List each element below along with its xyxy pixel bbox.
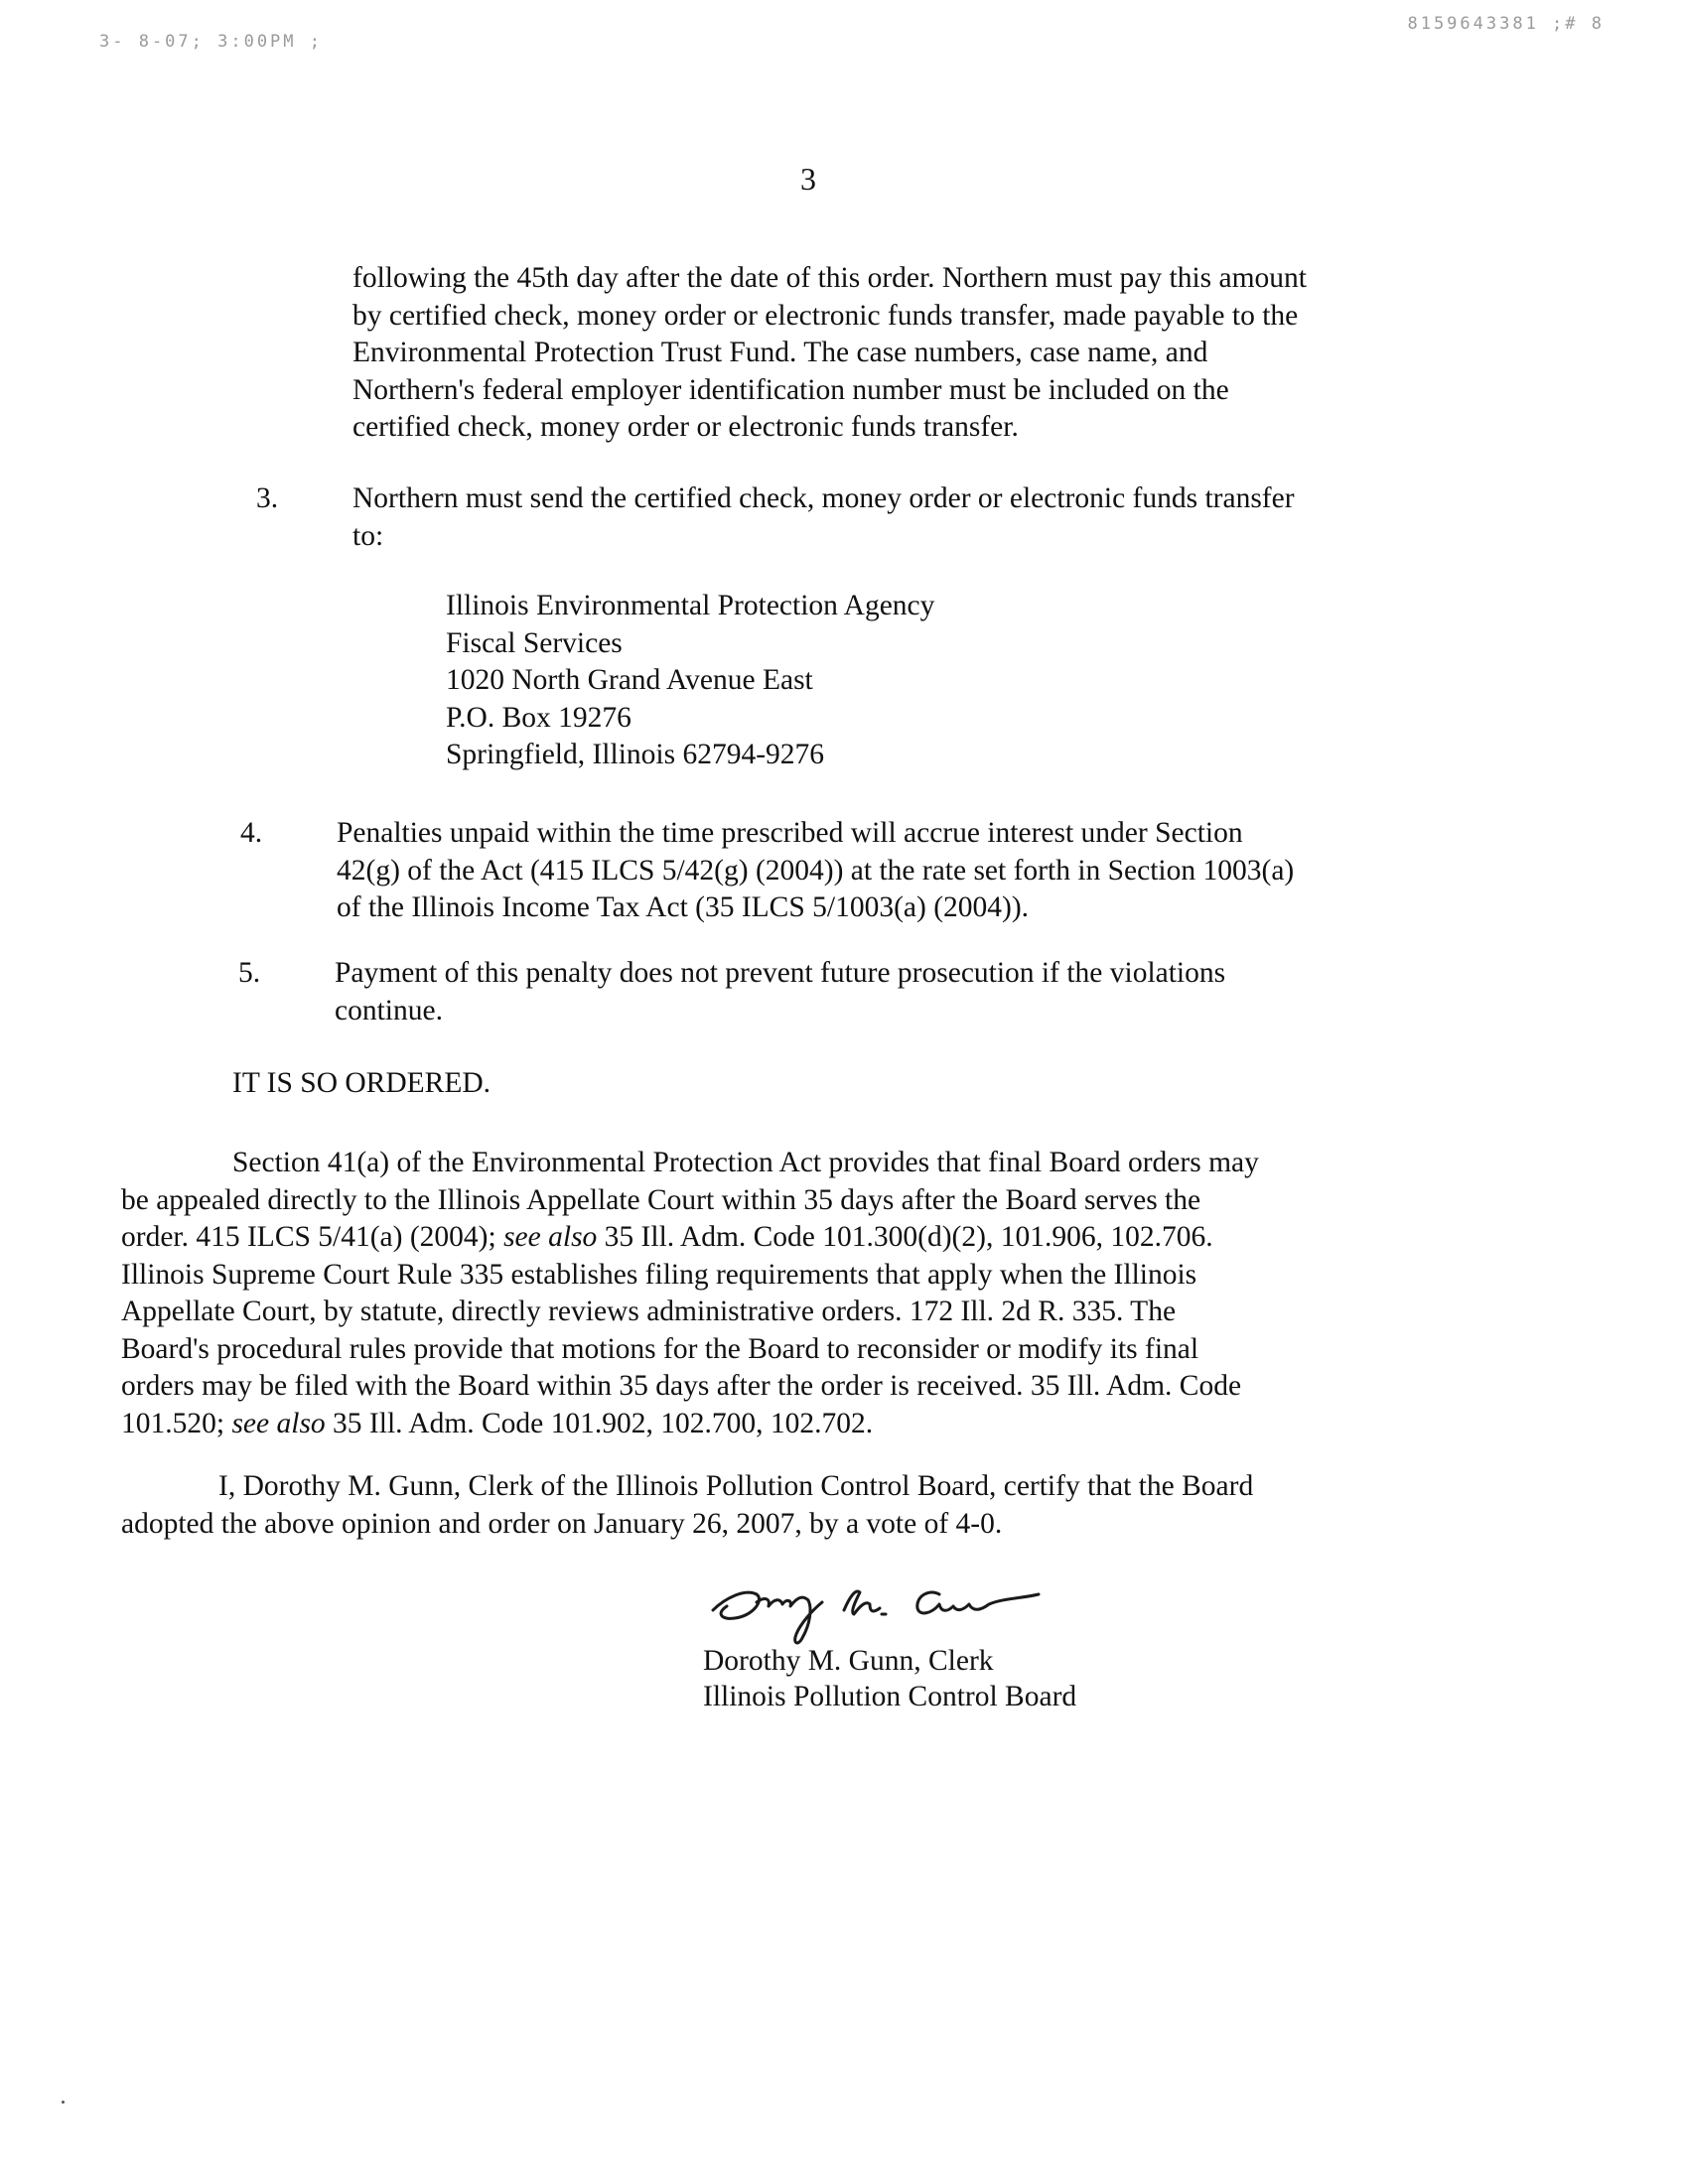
- text-line: Appellate Court, by statute, directly reviews administrative orders. 172 Ill. 2d R. 335. The: [121, 1296, 1177, 1327]
- text-line: following the 45th day after the date of this order. Northern must pay this amount: [352, 262, 1307, 294]
- text-fragment: 35 Ill. Adm. Code 101.300(d)(2), 101.906, 102.706.: [597, 1221, 1213, 1253]
- text-line: Northern's federal employer identification number must be included on the: [352, 373, 1229, 406]
- address-line: Illinois Environmental Protection Agency: [446, 590, 935, 621]
- address-line: 1020 North Grand Avenue East: [446, 664, 813, 696]
- citation-signal: see also: [231, 1407, 326, 1439]
- fax-header-left: 3- 8-07; 3:00PM ;: [99, 32, 323, 52]
- text-line: Payment of this penalty does not prevent future prosecution if the violations: [335, 957, 1226, 989]
- text-line: continue.: [335, 994, 443, 1026]
- text-fragment: 101.520;: [121, 1407, 232, 1439]
- text-line: of the Illinois Income Tax Act (35 ILCS 5/1003(a) (2004)).: [337, 891, 1030, 923]
- certification-paragraph: [121, 1468, 1253, 1543]
- text-line: Penalties unpaid within the time prescribed will accrue interest under Section: [337, 817, 1243, 849]
- text-line: by certified check, money order or electronic funds transfer, made payable to the: [352, 299, 1299, 332]
- text-line: orders may be filed with the Board within 35 days after the order is received. 35 Ill. Adm. Code: [121, 1370, 1242, 1402]
- continuation-paragraph: [352, 260, 1307, 447]
- text-line: Northern must send the certified check, money order or electronic funds transfer: [352, 482, 1295, 514]
- text-line: I, Dorothy M. Gunn, Clerk of the Illinois Pollution Control Board, certify that the Board: [218, 1470, 1254, 1502]
- text-fragment: 35 Ill. Adm. Code 101.902, 102.700, 102.702.: [325, 1407, 874, 1439]
- text-line: Section 41(a) of the Environmental Protection Act provides that final Board orders may: [232, 1147, 1259, 1178]
- address-line: P.O. Box 19276: [446, 701, 632, 734]
- signer-name: Dorothy M. Gunn, Clerk: [703, 1645, 994, 1677]
- fax-header-right: 8159643381 ;# 8: [1407, 14, 1605, 34]
- text-line: 42(g) of the Act (415 ILCS 5/42(g) (2004)) at the rate set forth in Section 1003(a): [337, 854, 1295, 887]
- text-line: [121, 1219, 1259, 1257]
- so-ordered: IT IS SO ORDERED.: [232, 1067, 491, 1099]
- text-fragment: order. 415 ILCS 5/41(a) (2004);: [121, 1221, 504, 1253]
- page-number: 3: [800, 161, 816, 197]
- signature-block: [703, 1643, 1076, 1714]
- list-item-number: 5.: [238, 957, 261, 989]
- text-line: adopted the above opinion and order on January 26, 2007, by a vote of 4-0.: [121, 1507, 1003, 1540]
- list-item-number: 4.: [240, 817, 263, 849]
- citation-signal: see also: [503, 1221, 598, 1253]
- text-line: Illinois Supreme Court Rule 335 establishes filing requirements that apply when the Illinois: [121, 1258, 1197, 1291]
- text-line: certified check, money order or electronic funds transfer.: [352, 411, 1019, 443]
- text-line: be appealed directly to the Illinois Appellate Court within 35 days after the Board serves the: [121, 1183, 1201, 1216]
- mailing-address: [446, 588, 934, 774]
- list-item-number: 3.: [256, 482, 279, 514]
- address-line: Springfield, Illinois 62794-9276: [446, 739, 825, 770]
- scan-speck: [62, 2101, 65, 2104]
- address-line: Fiscal Services: [446, 626, 623, 659]
- text-line: [121, 1406, 1259, 1443]
- appeal-paragraph: [121, 1145, 1259, 1442]
- signer-organization: Illinois Pollution Control Board: [703, 1681, 1077, 1712]
- text-line: Environmental Protection Trust Fund. The case numbers, case name, and: [352, 337, 1208, 368]
- text-line: Board's procedural rules provide that motions for the Board to reconsider or modify its final: [121, 1332, 1199, 1365]
- text-line: to:: [352, 519, 384, 552]
